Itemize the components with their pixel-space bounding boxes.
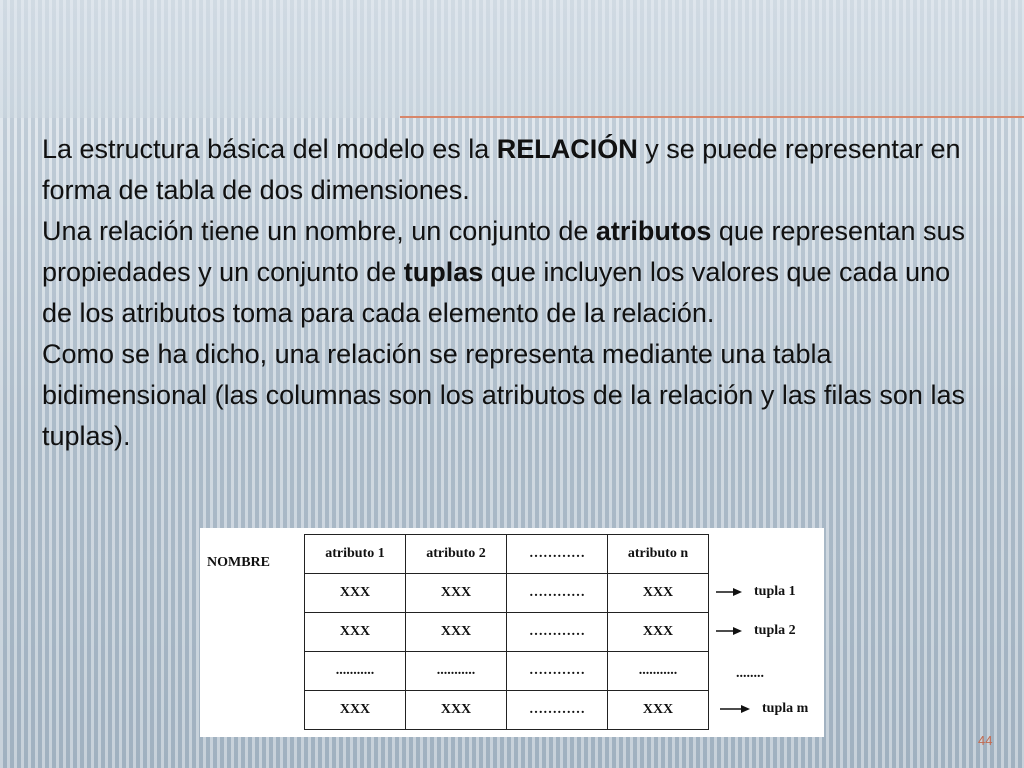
table-cell: …………	[507, 574, 608, 613]
tuple-label: tupla 2	[754, 623, 796, 638]
table-cell: XXX	[406, 691, 507, 730]
table-cell: ...........	[305, 652, 406, 691]
term-atributos: atributos	[595, 216, 712, 246]
table-row	[305, 574, 709, 613]
table-row	[305, 652, 709, 691]
paragraph-2-text-a: Una relación tiene un nombre, un conjunto de	[42, 216, 596, 246]
header-cell: atributo 1	[305, 535, 406, 574]
table-header-row	[305, 535, 709, 574]
term-relacion: RELACIÓN	[496, 134, 638, 164]
tuple-label-row	[720, 701, 808, 717]
paragraph-2	[42, 211, 982, 334]
table-cell: XXX	[305, 613, 406, 652]
table-cell: XXX	[305, 691, 406, 730]
tuple-label: tupla m	[762, 701, 809, 716]
table-cell: XXX	[608, 691, 709, 730]
relation-diagram	[200, 528, 824, 737]
paragraph-3: Como se ha dicho, una relación se representa mediante una tabla bidimensional (las columnas son los atributos de la relación y las filas son las tuplas).	[42, 339, 965, 451]
slide-body-text	[42, 129, 982, 457]
table-cell: ...........	[608, 652, 709, 691]
table-cell: …………	[507, 691, 608, 730]
paragraph-2-text-e: que incluyen los valores que cada uno de los atributos toma para cada elemento de la relación.	[42, 257, 951, 328]
relation-table	[304, 534, 709, 730]
tuple-label-row	[716, 623, 796, 639]
header-divider-line	[400, 116, 1024, 118]
table-cell: ...........	[406, 652, 507, 691]
right-arrow-icon	[716, 626, 742, 636]
term-tuplas: tuplas	[403, 257, 484, 287]
table-cell: …………	[507, 652, 608, 691]
tuple-label: tupla 1	[754, 584, 796, 599]
table-cell: XXX	[406, 574, 507, 613]
tuple-label-row	[716, 584, 796, 600]
slide-number: 44	[978, 733, 993, 748]
tuple-label: ........	[736, 666, 764, 681]
tuple-label-row	[736, 666, 764, 682]
table-row	[305, 613, 709, 652]
table-row	[305, 691, 709, 730]
paragraph-1-text-c: y se puede representar en forma de tabla de dos dimensiones.	[42, 134, 961, 205]
header-cell: atributo 2	[406, 535, 507, 574]
right-arrow-icon	[716, 587, 742, 597]
relation-name-label: NOMBRE	[207, 555, 270, 570]
table-cell: …………	[507, 613, 608, 652]
table-cell: XXX	[305, 574, 406, 613]
paragraph-1	[42, 129, 982, 211]
header-cell: …………	[507, 535, 608, 574]
table-cell: XXX	[608, 613, 709, 652]
table-cell: XXX	[608, 574, 709, 613]
tuple-labels	[716, 528, 824, 737]
table-cell: XXX	[406, 613, 507, 652]
paragraph-2-text-c: que representan sus propiedades y un conjunto de	[42, 216, 966, 287]
right-arrow-icon	[720, 704, 750, 714]
header-cell: atributo n	[608, 535, 709, 574]
slide-header-band	[0, 0, 1024, 118]
paragraph-1-text-a: La estructura básica del modelo es la	[42, 134, 497, 164]
